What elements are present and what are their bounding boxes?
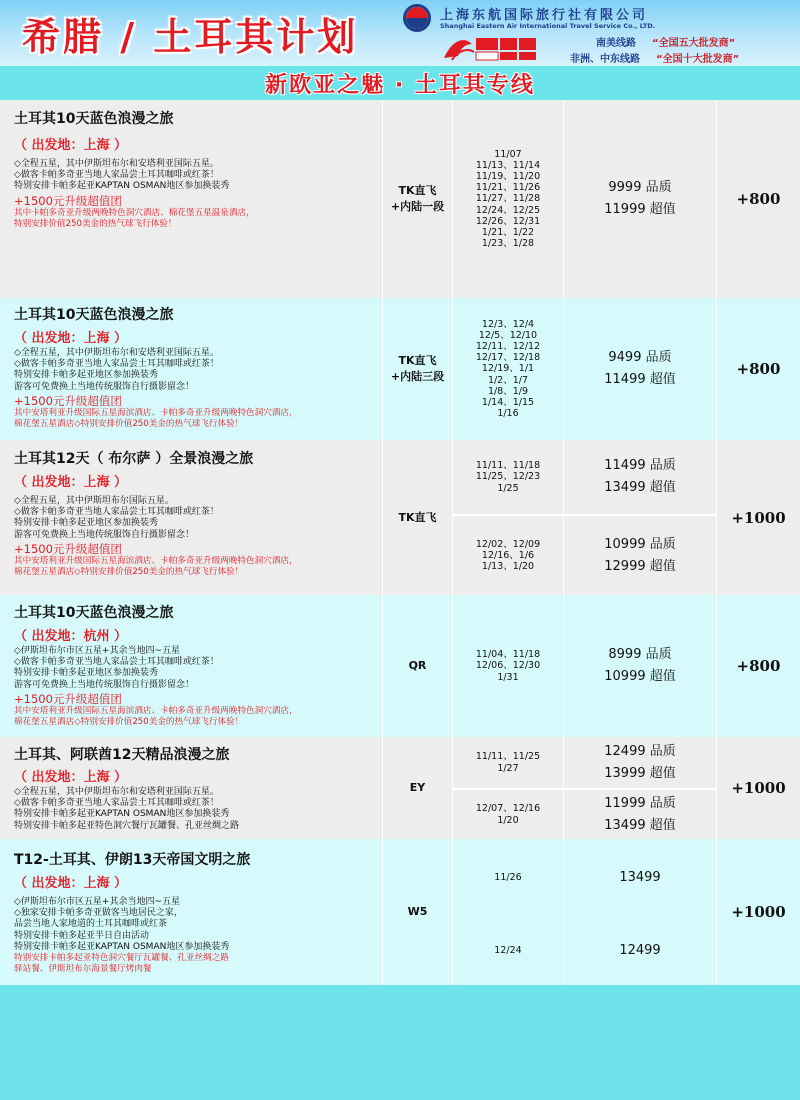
tour-description	[0, 737, 382, 839]
price-value: 13499 超值	[604, 480, 676, 495]
date-list: 12/24	[494, 945, 522, 957]
tour-name: 土耳其10天蓝色浪漫之旅	[14, 111, 174, 127]
date-list: 12/3、12/4 12/5、12/10 12/11、12/12 12/17、12/18 12/19、1/1 1/2、1/7 1/8、1/9 1/14、1/15 1/16	[475, 318, 541, 420]
upgrade-note: 其中安塔利亚升级国际五星海滨酒店、卡帕多奇亚升级两晚特色洞穴酒店， 棉花堡五星酒店◇特别安排价值250美金的热气球飞行体验！	[14, 705, 298, 728]
page-title: 希腊 / 土耳其计划	[22, 15, 359, 59]
price-quality: 11999 品质	[604, 795, 676, 811]
price-quality: 10999 品质	[604, 536, 676, 552]
flight-info: TK直飞 +内陆一段	[382, 100, 452, 298]
tour-features: ◇伊斯坦布尔市区五星+其余当地四~五星 ◇独家安排卡帕多奇亚做客当地居民之家， 品尝当地人家地道的土耳其咖啡或红茶 特别安排卡帕多起亚半日自由活动 特别安排卡帕多起亚KAPTAN OSMAN地区参加换装秀	[14, 897, 230, 952]
single-supplement: +1000	[716, 440, 800, 595]
departure-dates	[452, 298, 563, 440]
price-quality: 12499 品质	[604, 743, 676, 759]
slogan-africa-middle-east: 非洲、中东线路 “全国十大批发商”	[570, 54, 740, 65]
special-meals-note: 特别安排卡帕多起亚特色洞穴餐厅瓦罐餐、孔亚丝绸之路 驿站餐、伊斯坦布尔海景餐厅烤肉餐	[14, 953, 229, 975]
departure-city: （ 出发地：上海 ）	[14, 138, 128, 153]
tour-name: 土耳其、阿联酋12天精品浪漫之旅	[14, 747, 230, 763]
single-supplement: +800	[716, 100, 800, 298]
price-value: 12999 超值	[604, 558, 676, 574]
prices	[563, 737, 716, 839]
departure-dates	[452, 839, 563, 985]
price-value: 11499 超值	[604, 372, 676, 387]
tour-features: ◇全程五星，其中伊斯坦布尔和安塔利亚国际五星。 ◇做客卡帕多奇亚当地人家品尝土耳其咖啡或红茶！ 特别安排卡帕多起亚KAPTAN OSMAN地区参加换装秀 特别安排卡帕多起亚特色洞穴餐厅瓦罐餐、孔亚丝绸之路	[14, 787, 240, 831]
departure-city: （ 出发地：上海 ）	[14, 475, 128, 490]
upgrade-note: 其中卡帕多奇亚升级两晚特色洞穴酒店、棉花堡五星温泉酒店， 特别安排价值250美金的热气球飞行体验！	[14, 207, 255, 229]
price-value: 10999 超值	[604, 669, 676, 684]
date-list: 11/11、11/18 11/25、12/23 1/25	[475, 460, 541, 494]
prices	[563, 100, 716, 298]
departure-dates	[452, 100, 563, 298]
tour-name: T12-土耳其、伊朗13天帝国文明之旅	[14, 852, 251, 868]
upgrade-offer: +1500元升级超值团	[14, 541, 122, 556]
tour-features: ◇伊斯坦布尔市区五星+其余当地四~五星 ◇做客卡帕多奇亚当地人家品尝土耳其咖啡或红茶！ 特别安排卡帕多起亚地区参加换装秀 游客可免费换上当地传统服饰自行摄影留念！	[14, 646, 219, 690]
date-list: 11/11、11/25 1/27	[475, 751, 541, 774]
tour-name: 土耳其10天蓝色浪漫之旅	[14, 307, 174, 323]
tour-name: 土耳其10天蓝色浪漫之旅	[14, 605, 174, 621]
price-quality: 8999 品质	[608, 647, 672, 662]
prices	[563, 298, 716, 440]
tour-description	[0, 440, 382, 595]
date-list: 11/26	[494, 872, 522, 884]
price-value: 11999 超值	[604, 202, 676, 217]
banner-title: 新欧亚之魅 · 土耳其专线	[265, 72, 535, 98]
upgrade-note: 其中安塔利亚升级国际五星海滨酒店、卡帕多奇亚升级两晚特色洞穴酒店， 棉花堡五星酒店◇特别安排价值250美金的热气球飞行体验！	[14, 555, 298, 578]
tour-row	[0, 298, 800, 440]
tour-description	[0, 839, 382, 985]
tour-row	[0, 100, 800, 298]
prices	[563, 440, 716, 595]
flight-info: QR	[382, 595, 452, 737]
slogan-south-america: 南美线路 “全国五大批发商”	[596, 38, 736, 49]
eastern-air-logo-icon	[403, 4, 431, 32]
prices	[563, 595, 716, 737]
tour-description	[0, 100, 382, 298]
departure-city: （ 出发地：上海 ）	[14, 770, 128, 785]
tour-features: ◇全程五星，其中伊斯坦布尔国际五星。 ◇做客卡帕多奇亚当地人家品尝土耳其咖啡或红茶！ 特别安排卡帕多起亚地区参加换装秀 游客可免费换上当地传统服饰自行摄影留念！	[14, 496, 219, 540]
flight-info: TK直飞 +内陆三段	[382, 298, 452, 440]
single-supplement: +1000	[716, 737, 800, 839]
date-list: 12/07、12/16 1/20	[475, 803, 541, 826]
company-name-cn: 上海东航国际旅行社有限公司	[440, 8, 649, 23]
upgrade-note: 其中安塔利亚升级国际五星海滨酒店、卡帕多奇亚升级两晚特色洞穴酒店， 棉花堡五星酒店◇特别安排价值250美金的热气球飞行体验！	[14, 407, 298, 430]
upgrade-offer: +1500元升级超值团	[14, 193, 122, 208]
tour-features: ◇全程五星，其中伊斯坦布尔和安塔利亚国际五星。 ◇做客卡帕多奇亚当地人家品尝土耳其咖啡或红茶！ 特别安排卡帕多起亚地区参加换装秀 游客可免费换上当地传统服饰自行摄影留念！	[14, 348, 219, 392]
single-supplement: +1000	[716, 839, 800, 985]
tour-row	[0, 737, 800, 839]
section-banner	[0, 66, 800, 100]
price-value: 13999 超值	[604, 765, 676, 781]
single-supplement: +800	[716, 595, 800, 737]
departure-city: （ 出发地：上海 ）	[14, 876, 128, 891]
price-value: 13499 超值	[604, 817, 676, 833]
tour-row	[0, 839, 800, 985]
price-quality: 11499 品质	[604, 458, 676, 473]
tour-description	[0, 298, 382, 440]
departure-city: （ 出发地：上海 ）	[14, 331, 128, 346]
tour-description	[0, 595, 382, 737]
company-name-en: Shanghai Eastern Air International Travel Service Co., LTD.	[440, 22, 656, 30]
departure-dates	[452, 440, 563, 595]
header	[0, 0, 800, 66]
date-list: 12/02、12/09 12/16、1/6 1/13、1/20	[475, 538, 541, 573]
price-single: 13499	[619, 870, 661, 885]
tour-features: ◇全程五星，其中伊斯坦布尔和安塔利亚国际五星。 ◇做客卡帕多奇亚当地人家品尝土耳其咖啡或红茶！ 特别安排卡帕多起亚KAPTAN OSMAN地区参加换装秀	[14, 159, 230, 192]
price-quality: 9499 品质	[608, 350, 672, 365]
price-single: 12499	[619, 943, 661, 958]
price-quality: 9999 品质	[608, 180, 672, 195]
prices	[563, 839, 716, 985]
tour-row	[0, 595, 800, 737]
upgrade-offer: +1500元升级超值团	[14, 393, 122, 408]
phoenix-holiday-logo-icon	[442, 34, 538, 64]
departure-dates	[452, 737, 563, 839]
date-list: 11/07 11/13、11/14 11/19、11/20 11/21、11/26 11/27、11/28 12/24、12/25 12/26、12/31 1/21、1/22 1/23、1/28	[475, 148, 541, 250]
tour-name: 土耳其12天（ 布尔萨 ）全景浪漫之旅	[14, 451, 254, 467]
tour-row	[0, 440, 800, 595]
date-list: 11/04、11/18 12/06、12/30 1/31	[475, 649, 541, 683]
single-supplement: +800	[716, 298, 800, 440]
upgrade-offer: +1500元升级超值团	[14, 691, 122, 706]
departure-dates	[452, 595, 563, 737]
flight-info: TK直飞	[382, 440, 452, 595]
flight-info: W5	[382, 839, 452, 985]
flight-info: EY	[382, 737, 452, 839]
departure-city: （ 出发地：杭州 ）	[14, 629, 128, 644]
